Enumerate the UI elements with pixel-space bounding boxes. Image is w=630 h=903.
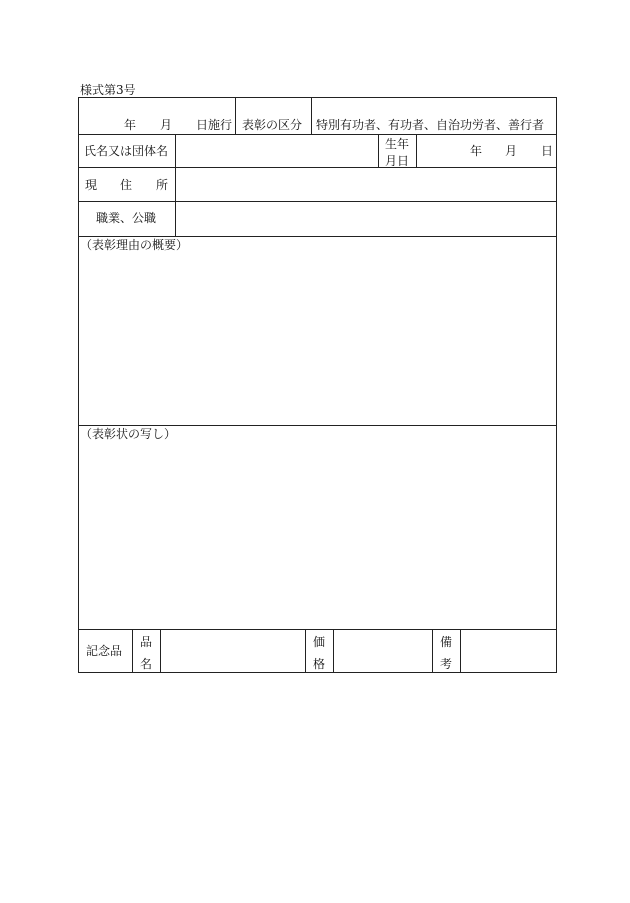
birth-label-line-1: 生年: [384, 137, 409, 151]
row-divider: [78, 425, 557, 426]
column-divider: [333, 629, 334, 673]
address-label-char-2: 住: [120, 178, 133, 192]
address-label-char-3: 所: [156, 178, 169, 192]
form-number: 様式第3号: [80, 83, 136, 97]
price-char-1: 価: [312, 635, 325, 649]
column-divider: [416, 134, 417, 167]
certificate-section-label: （表彰状の写し）: [80, 427, 177, 441]
year-label: 年: [124, 118, 137, 132]
birth-year-label: 年: [470, 144, 483, 158]
row-divider: [78, 134, 557, 135]
category-label: 表彰の区分: [242, 118, 303, 132]
category-value: 特別有功者、有功者、自治功労者、善行者: [316, 118, 545, 132]
birth-day-label: 日: [541, 144, 554, 158]
row-divider: [78, 629, 557, 630]
address-label-char-1: 現: [85, 178, 98, 192]
reason-section-label: （表彰理由の概要）: [80, 238, 189, 252]
column-divider: [160, 629, 161, 673]
item-name-char-2: 名: [139, 657, 152, 671]
row-divider: [78, 201, 557, 202]
day-enforced-label: 日施行: [196, 118, 233, 132]
item-name-char-1: 品: [139, 635, 152, 649]
occupation-label: 職業、公職: [96, 211, 157, 225]
commendation-form-table: [78, 97, 557, 673]
price-char-2: 格: [312, 657, 325, 671]
item-name-label: [132, 631, 160, 675]
note-char-2: 考: [439, 657, 452, 671]
row-divider: [78, 236, 557, 237]
column-divider: [460, 629, 461, 673]
column-divider: [235, 97, 236, 134]
name-label: 氏名又は団体名: [84, 144, 169, 158]
column-divider: [175, 134, 176, 236]
note-label: [432, 631, 460, 675]
month-label: 月: [160, 118, 173, 132]
gift-label: 記念品: [86, 644, 123, 658]
birth-date-label: [378, 136, 416, 171]
birth-month-label: 月: [505, 144, 518, 158]
row-divider: [78, 167, 557, 168]
birth-label-line-2: 月日: [384, 154, 409, 169]
column-divider: [311, 97, 312, 134]
price-label: [305, 631, 333, 675]
note-char-1: 備: [439, 635, 452, 649]
